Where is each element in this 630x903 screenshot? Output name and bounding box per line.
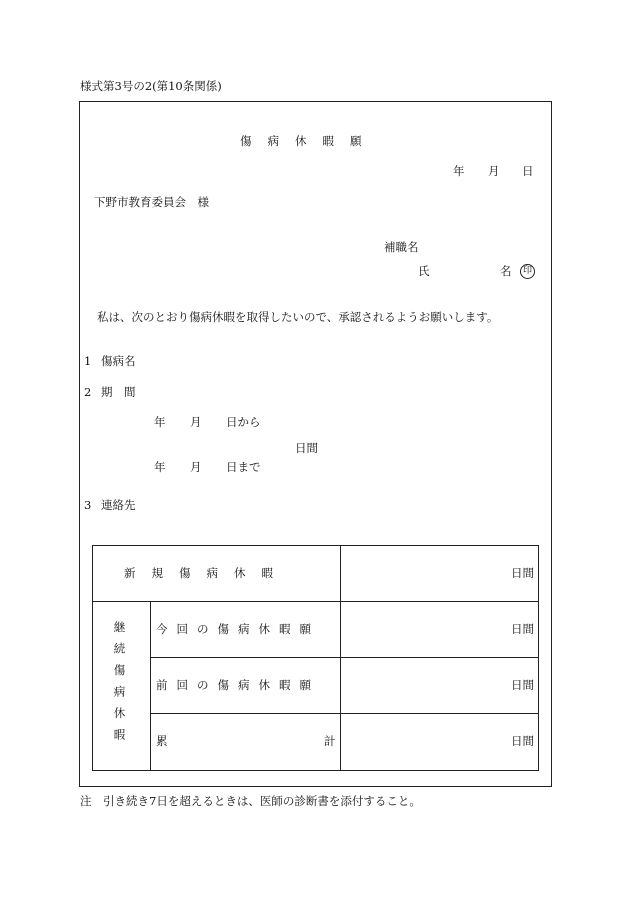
table-row-previous-unit: 日間 xyxy=(511,678,534,692)
table-divider-row3 xyxy=(150,713,539,714)
period-to-day: 日まで xyxy=(226,460,261,474)
period-days: 日間 xyxy=(295,441,318,455)
table-new-leave-label: 新規傷病休暇 xyxy=(124,566,289,580)
table-row-current-unit: 日間 xyxy=(511,622,534,636)
item2-number: 2 xyxy=(84,385,92,399)
addressee: 下野市教育委員会 様 xyxy=(94,195,209,209)
period-from-month: 月 xyxy=(190,415,202,429)
table-new-leave-unit: 日間 xyxy=(511,566,534,580)
item3-label: 連絡先 xyxy=(101,498,136,512)
seal-icon: 印 xyxy=(520,264,535,279)
date-year-label: 年 xyxy=(453,164,465,178)
item2-label: 期 間 xyxy=(101,385,136,399)
table-row-previous-label: 前回の傷病休暇願 xyxy=(156,678,320,692)
period-to-year: 年 xyxy=(154,460,166,474)
period-from-day: 日から xyxy=(226,415,261,429)
table-total-label-left: 累 xyxy=(156,734,168,748)
footnote: 注 引き続き7日を超えるときは、医師の診断書を添付すること。 xyxy=(80,794,421,808)
applicant-position-label: 補職名 xyxy=(384,240,419,254)
table-total-unit: 日間 xyxy=(511,734,534,748)
table-row-current-label: 今回の傷病休暇願 xyxy=(156,622,320,636)
table-divider-value-column xyxy=(340,545,341,771)
form-title: 傷病休暇願 xyxy=(240,134,378,148)
request-text: 私は、次のとおり傷病休暇を取得したいので、承認されるようお願いします。 xyxy=(97,310,499,324)
item1-label: 傷病名 xyxy=(101,354,136,368)
item1-number: 1 xyxy=(84,354,92,368)
table-total-label-right: 計 xyxy=(324,734,336,748)
applicant-name-family-label: 氏 xyxy=(418,264,430,278)
date-day-label: 日 xyxy=(522,164,534,178)
date-month-label: 月 xyxy=(488,164,500,178)
table-divider-row1 xyxy=(92,601,539,602)
period-to-month: 月 xyxy=(190,460,202,474)
applicant-name-given-label: 名 xyxy=(500,264,512,278)
item3-number: 3 xyxy=(84,498,92,512)
table-divider-row2 xyxy=(150,657,539,658)
period-from-year: 年 xyxy=(154,415,166,429)
table-divider-group-column xyxy=(150,601,151,771)
table-continued-leave-label: 継続傷病休暇 xyxy=(112,621,127,750)
seal-mark xyxy=(520,264,535,279)
form-number: 様式第3号の2(第10条関係) xyxy=(80,79,222,93)
